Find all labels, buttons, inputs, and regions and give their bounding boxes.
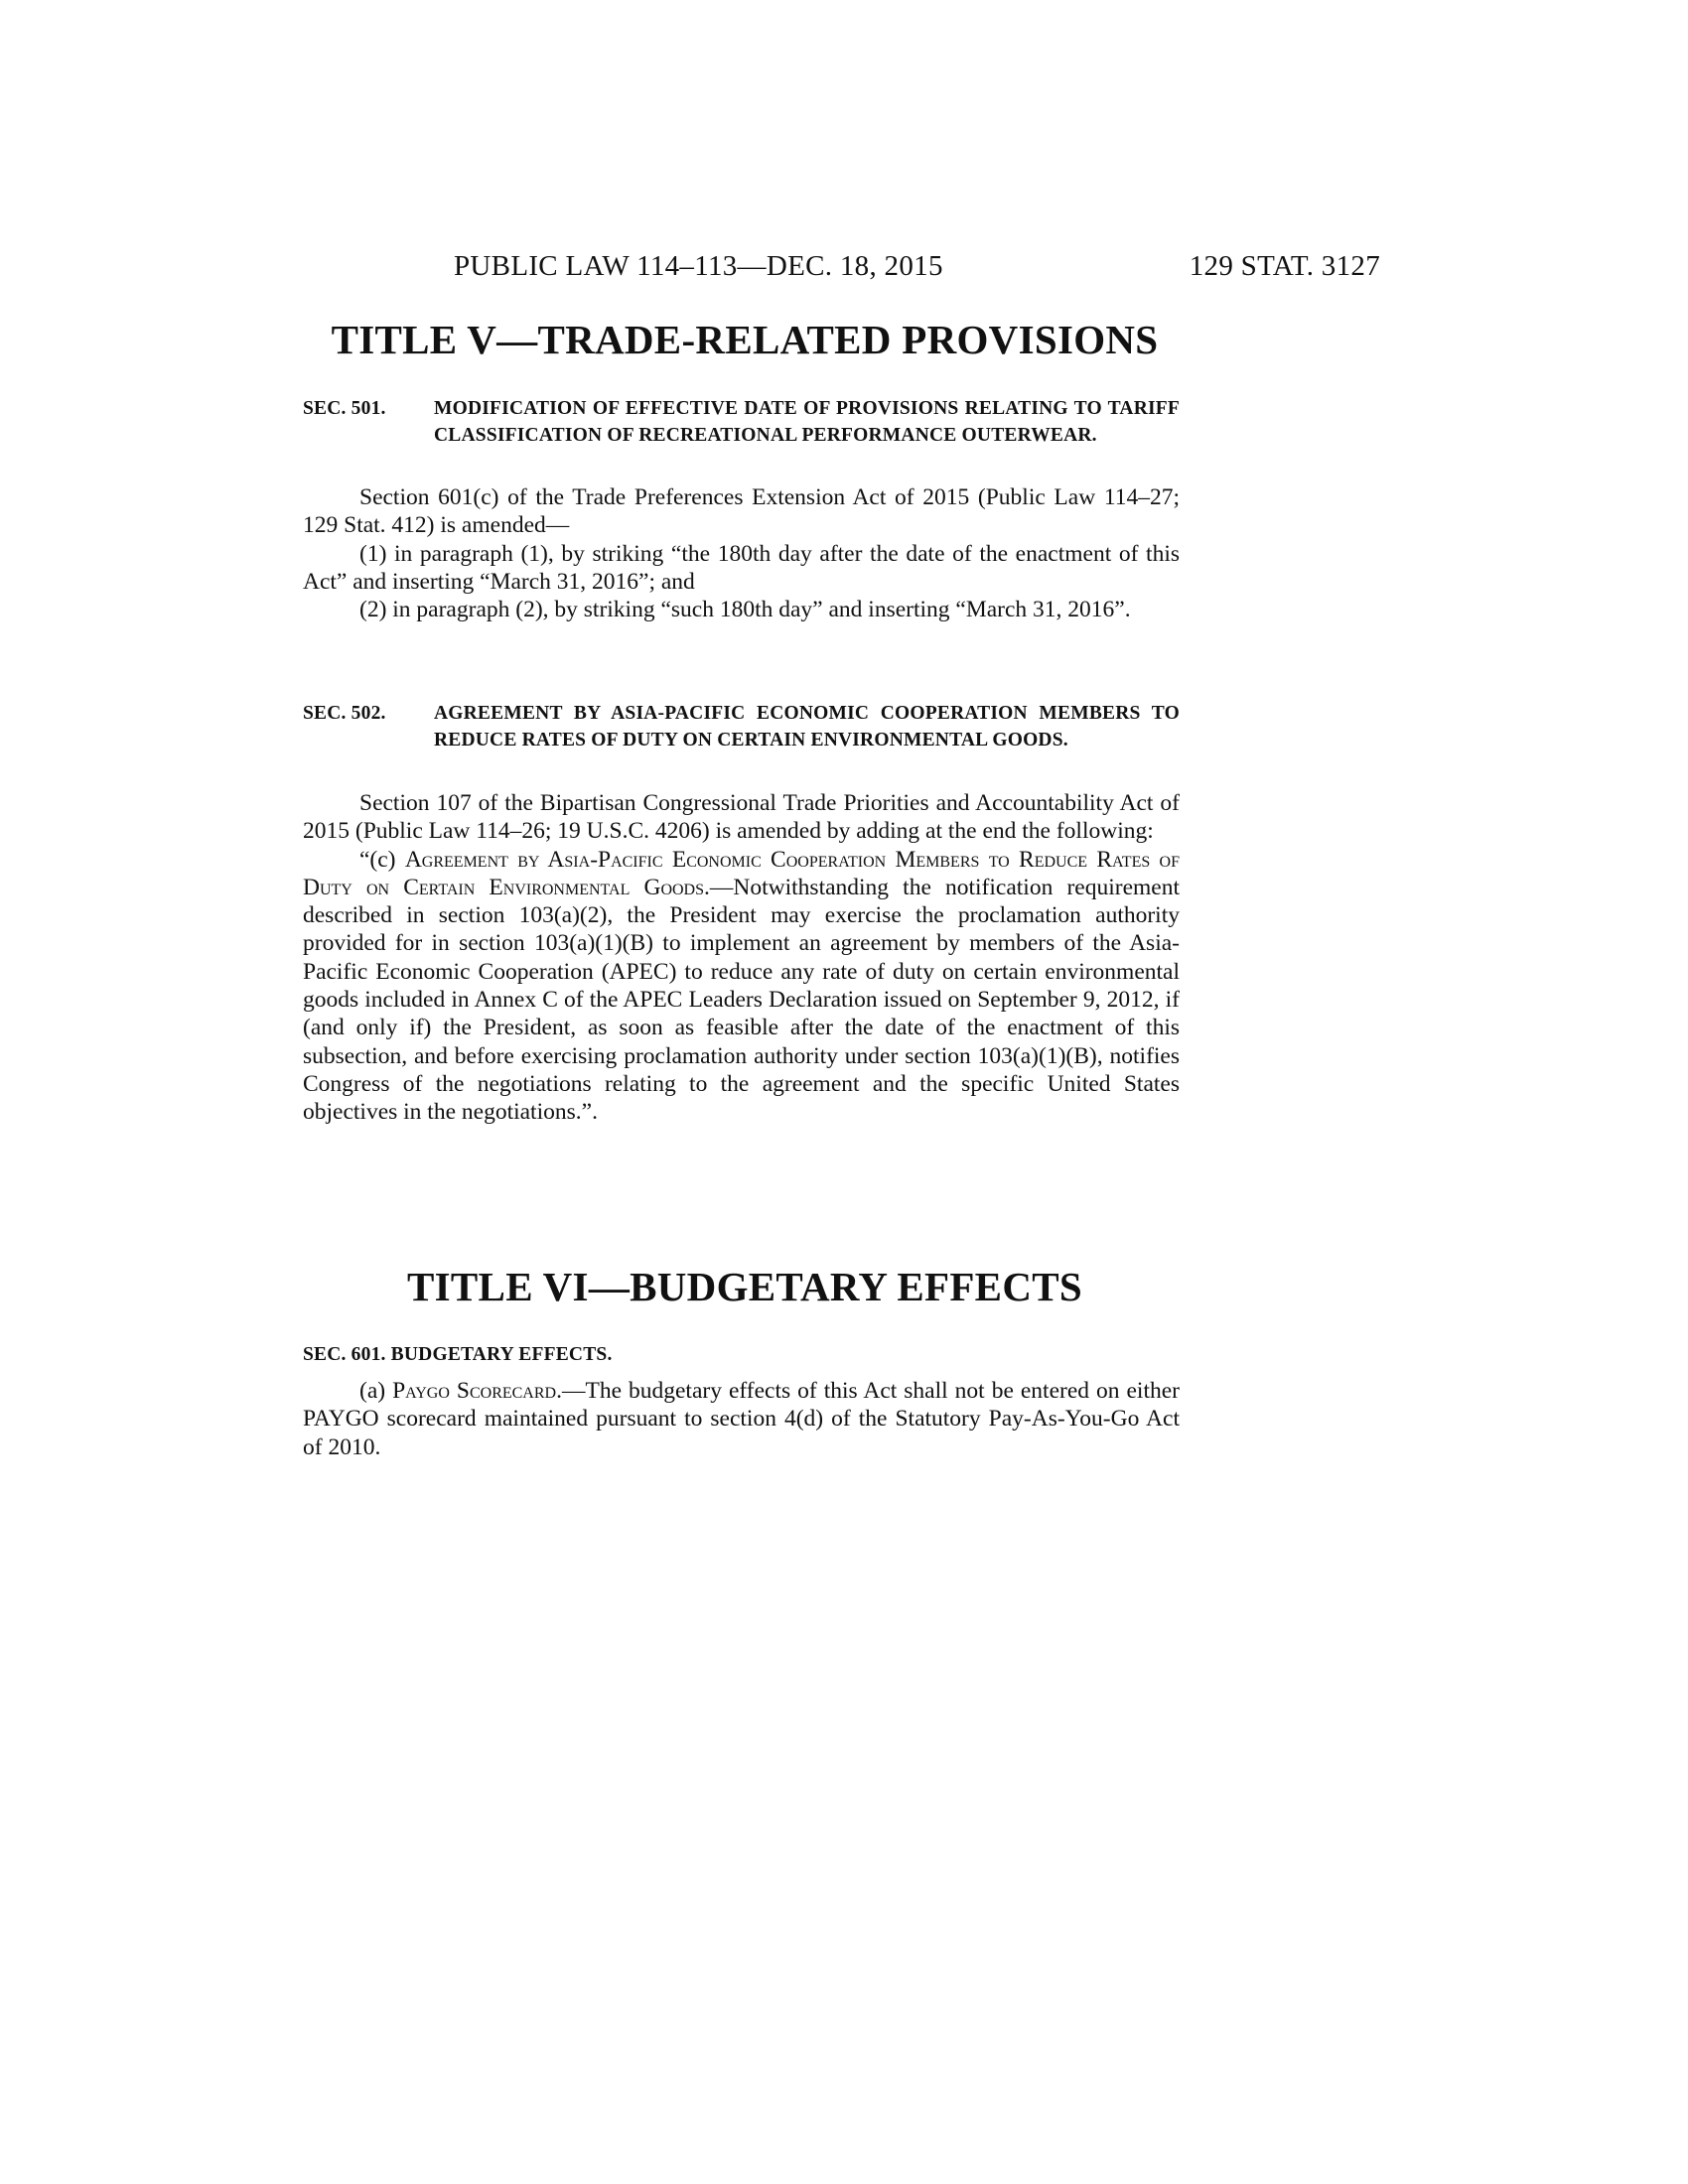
subsection-a-heading: Paygo Scorecard. xyxy=(392,1378,562,1404)
section-title: AGREEMENT BY ASIA-PACIFIC ECONOMIC COOPERATION MEMBERS TO REDUCE RATES OF DUTY ON CERTAIN ENVIRONMENTAL GOODS. xyxy=(434,703,1180,751)
section-501-item-1: (1) in paragraph (1), by striking “the 180th day after the date of the enactment of this Act” and inserting “March 31, 2016”; and xyxy=(303,540,1180,595)
title-v-heading: TITLE V—TRADE-RELATED PROVISIONS xyxy=(331,317,1159,362)
subsection-a xyxy=(303,1377,1180,1461)
title-vi-heading: TITLE VI—BUDGETARY EFFECTS xyxy=(407,1264,1082,1309)
section-number: SEC. 501. xyxy=(303,398,386,419)
section-number: SEC. 502. xyxy=(303,703,386,724)
subsection-a-label: (a) xyxy=(359,1378,393,1404)
subsection-c-heading: Agreement by Asia-Pacific Economic Cooperation Members to Reduce Rates of Duty on Certain Environmental Goods. xyxy=(303,846,1181,900)
subsection-c xyxy=(303,846,1180,1127)
section-title: MODIFICATION OF EFFECTIVE DATE OF PROVISIONS RELATING TO TARIFF CLASSIFICATION OF RECREATIONAL PERFORMANCE OUTERWEAR. xyxy=(434,398,1180,446)
section-601-body xyxy=(303,1377,1180,1461)
public-law-citation: PUBLIC LAW 114–113—DEC. 18, 2015 xyxy=(454,250,943,282)
subsection-a-text: —The budgetary effects of this Act shall not be entered on either PAYGO scorecard maintained pursuant to section 4(d) of the Statutory Pay-As-You-Go Act of 2010. xyxy=(303,1378,1180,1460)
section-501-item-2: (2) in paragraph (2), by striking “such 180th day” and inserting “March 31, 2016”. xyxy=(359,597,1131,623)
section-502-body xyxy=(303,789,1180,1127)
subsection-c-label: “(c) xyxy=(359,846,405,873)
section-502-heading xyxy=(303,700,1180,753)
section-501-heading xyxy=(303,395,1180,449)
statute-page-number: 129 STAT. 3127 xyxy=(1189,250,1380,282)
section-501-body xyxy=(303,483,1180,623)
running-header xyxy=(298,250,1380,290)
section-502-intro: Section 107 of the Bipartisan Congressional Trade Priorities and Accountability Act of 2015 (Public Law 114–26; 19 U.S.C. 4206) is amended by adding at the end the following: xyxy=(303,790,1180,845)
section-title: SEC. 601. BUDGETARY EFFECTS. xyxy=(303,1344,613,1365)
section-501-intro: Section 601(c) of the Trade Preferences Extension Act of 2015 (Public Law 114–27; 129 Stat. 412) is amended— xyxy=(303,484,1180,539)
subsection-c-text: —Notwithstanding the notification requirement described in section 103(a)(2), the President may exercise the proclamation authority provided for in section 103(a)(1)(B) to implement an agreement by members of the Asia-Pacific Economic Cooperation (APEC) to reduce any rate of duty on certain environmental goods included in Annex C of the APEC Leaders Declaration issued on September 9, 2012, if (and only if) the President, as soon as feasible after the date of the enactment of this subsection, and before exercising proclamation authority under section 103(a)(1)(B), notifies Congress of the negotiations relating to the agreement and the specific United States objectives in the negotiations.”. xyxy=(303,874,1180,1126)
section-601-heading xyxy=(303,1341,1180,1368)
